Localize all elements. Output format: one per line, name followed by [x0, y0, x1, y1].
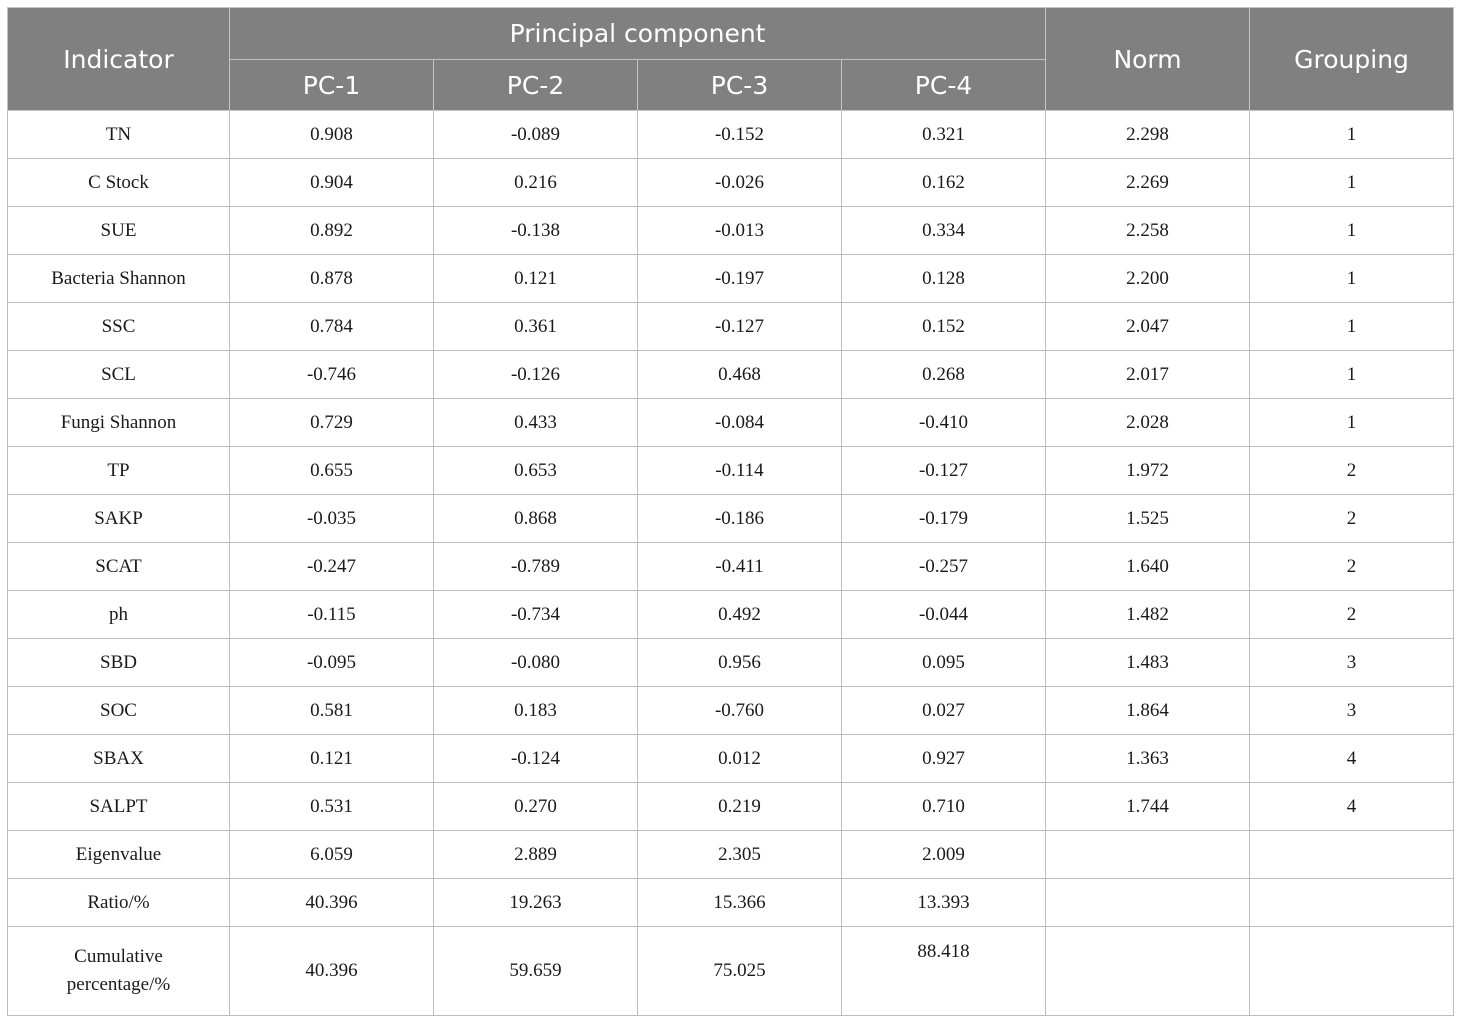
pc1-cell: -0.115 [230, 591, 434, 639]
pc2-cell: -0.126 [434, 351, 638, 399]
pc4-cell: -0.410 [842, 399, 1046, 447]
indicator-cell: SBD [8, 639, 230, 687]
indicator-cell [8, 927, 230, 1016]
pc1-cell: 0.878 [230, 255, 434, 303]
pc1-cell: 0.784 [230, 303, 434, 351]
norm-cell: 1.972 [1046, 447, 1250, 495]
pc1-cell: 0.904 [230, 159, 434, 207]
indicator-cell: Bacteria Shannon [8, 255, 230, 303]
pc2-cell: -0.089 [434, 111, 638, 159]
indicator-cell: SBAX [8, 735, 230, 783]
pc3-cell: 75.025 [638, 927, 842, 1016]
table-row [8, 255, 1454, 303]
norm-cell: 2.047 [1046, 303, 1250, 351]
pc4-cell: 13.393 [842, 879, 1046, 927]
pc2-cell: -0.080 [434, 639, 638, 687]
table-row [8, 447, 1454, 495]
header-norm: Norm [1046, 8, 1250, 111]
pc2-cell: 0.433 [434, 399, 638, 447]
pc4-cell: -0.179 [842, 495, 1046, 543]
pc3-cell: 0.956 [638, 639, 842, 687]
indicator-cell: SCAT [8, 543, 230, 591]
table-body [8, 111, 1454, 1016]
grouping-cell: 1 [1250, 159, 1454, 207]
pc4-cell: 88.418 [842, 927, 1046, 1016]
pc3-cell: -0.127 [638, 303, 842, 351]
pc4-cell: 0.927 [842, 735, 1046, 783]
grouping-cell: 2 [1250, 591, 1454, 639]
indicator-cell: SUE [8, 207, 230, 255]
pc3-cell: -0.114 [638, 447, 842, 495]
table-row [8, 687, 1454, 735]
norm-cell: 1.640 [1046, 543, 1250, 591]
indicator-cell: TP [8, 447, 230, 495]
grouping-cell: 4 [1250, 735, 1454, 783]
norm-cell [1046, 879, 1250, 927]
norm-cell: 2.200 [1046, 255, 1250, 303]
table-row [8, 495, 1454, 543]
pc1-cell: 40.396 [230, 879, 434, 927]
table-row [8, 879, 1454, 927]
pc1-cell: -0.247 [230, 543, 434, 591]
pc4-cell: 0.128 [842, 255, 1046, 303]
pc3-cell: 0.468 [638, 351, 842, 399]
grouping-cell [1250, 927, 1454, 1016]
pc3-cell: -0.084 [638, 399, 842, 447]
indicator-cell: Eigenvalue [8, 831, 230, 879]
indicator-cell: SOC [8, 687, 230, 735]
pc4-cell: -0.127 [842, 447, 1046, 495]
pc4-cell: -0.257 [842, 543, 1046, 591]
grouping-cell [1250, 879, 1454, 927]
pc2-cell: -0.124 [434, 735, 638, 783]
table-row [8, 351, 1454, 399]
norm-cell [1046, 927, 1250, 1016]
norm-cell: 1.525 [1046, 495, 1250, 543]
pc3-cell: -0.013 [638, 207, 842, 255]
table-row [8, 927, 1454, 1016]
indicator-label-line: percentage/% [66, 974, 171, 995]
pc2-cell: 0.653 [434, 447, 638, 495]
table-row [8, 543, 1454, 591]
table-row [8, 735, 1454, 783]
pc3-cell: -0.411 [638, 543, 842, 591]
norm-cell: 2.298 [1046, 111, 1250, 159]
indicator-cell: SALPT [8, 783, 230, 831]
header-pc-1: PC-1 [230, 60, 434, 111]
norm-cell: 2.269 [1046, 159, 1250, 207]
header-pc-3: PC-3 [638, 60, 842, 111]
pc4-cell: 0.152 [842, 303, 1046, 351]
indicator-cell: SAKP [8, 495, 230, 543]
indicator-cell: Ratio/% [8, 879, 230, 927]
pc1-cell: 0.531 [230, 783, 434, 831]
norm-cell: 1.363 [1046, 735, 1250, 783]
pc1-cell: 40.396 [230, 927, 434, 1016]
pc1-cell: 0.121 [230, 735, 434, 783]
table-row [8, 303, 1454, 351]
pc3-cell: -0.186 [638, 495, 842, 543]
table-row [8, 831, 1454, 879]
pc4-cell: 0.334 [842, 207, 1046, 255]
pc1-cell: 0.729 [230, 399, 434, 447]
indicator-label-line: Cumulative [74, 946, 163, 967]
pc2-cell: 0.121 [434, 255, 638, 303]
pc3-cell: 0.012 [638, 735, 842, 783]
table-row [8, 399, 1454, 447]
grouping-cell: 3 [1250, 687, 1454, 735]
pc3-cell: -0.760 [638, 687, 842, 735]
pc1-cell: 0.908 [230, 111, 434, 159]
pc4-cell: 0.027 [842, 687, 1046, 735]
norm-cell: 1.482 [1046, 591, 1250, 639]
indicator-cell: Fungi Shannon [8, 399, 230, 447]
grouping-cell: 1 [1250, 399, 1454, 447]
grouping-cell: 1 [1250, 111, 1454, 159]
pc2-cell: 2.889 [434, 831, 638, 879]
grouping-cell: 4 [1250, 783, 1454, 831]
header-grouping: Grouping [1250, 8, 1454, 111]
pc4-cell: -0.044 [842, 591, 1046, 639]
pc4-cell: 0.095 [842, 639, 1046, 687]
pc3-cell: 0.219 [638, 783, 842, 831]
indicator-cell: SCL [8, 351, 230, 399]
pc4-cell: 0.710 [842, 783, 1046, 831]
pca-table [7, 7, 1454, 1016]
pc4-cell: 0.268 [842, 351, 1046, 399]
header-pc-4: PC-4 [842, 60, 1046, 111]
pc3-cell: -0.026 [638, 159, 842, 207]
header-principal-component: Principal component [230, 8, 1046, 60]
pc1-cell: 0.581 [230, 687, 434, 735]
grouping-cell: 3 [1250, 639, 1454, 687]
pc1-cell: -0.095 [230, 639, 434, 687]
pc2-cell: 0.183 [434, 687, 638, 735]
table-row [8, 783, 1454, 831]
norm-cell: 1.483 [1046, 639, 1250, 687]
pc2-cell: 0.216 [434, 159, 638, 207]
table-row [8, 111, 1454, 159]
pc2-cell: 59.659 [434, 927, 638, 1016]
pc4-cell: 2.009 [842, 831, 1046, 879]
pc3-cell: 2.305 [638, 831, 842, 879]
header-indicator: Indicator [8, 8, 230, 111]
grouping-cell: 2 [1250, 543, 1454, 591]
norm-cell: 2.028 [1046, 399, 1250, 447]
pc1-cell: 0.892 [230, 207, 434, 255]
pc1-cell: 6.059 [230, 831, 434, 879]
pc2-cell: 0.361 [434, 303, 638, 351]
norm-cell [1046, 831, 1250, 879]
pc4-cell: 0.321 [842, 111, 1046, 159]
grouping-cell: 1 [1250, 303, 1454, 351]
pc2-cell: 19.263 [434, 879, 638, 927]
pc1-cell: -0.035 [230, 495, 434, 543]
grouping-cell: 1 [1250, 351, 1454, 399]
indicator-cell: ph [8, 591, 230, 639]
pc1-cell: 0.655 [230, 447, 434, 495]
pc3-cell: 0.492 [638, 591, 842, 639]
pc2-cell: 0.270 [434, 783, 638, 831]
grouping-cell: 1 [1250, 207, 1454, 255]
table-row [8, 207, 1454, 255]
pc1-cell: -0.746 [230, 351, 434, 399]
pc2-cell: 0.868 [434, 495, 638, 543]
table-row [8, 591, 1454, 639]
pc4-cell: 0.162 [842, 159, 1046, 207]
grouping-cell: 2 [1250, 447, 1454, 495]
pc2-cell: -0.789 [434, 543, 638, 591]
table-row [8, 159, 1454, 207]
norm-cell: 1.864 [1046, 687, 1250, 735]
indicator-cell: SSC [8, 303, 230, 351]
indicator-cell: C Stock [8, 159, 230, 207]
grouping-cell: 1 [1250, 255, 1454, 303]
norm-cell: 1.744 [1046, 783, 1250, 831]
table-row [8, 639, 1454, 687]
grouping-cell: 2 [1250, 495, 1454, 543]
grouping-cell [1250, 831, 1454, 879]
indicator-cell: TN [8, 111, 230, 159]
pc3-cell: -0.152 [638, 111, 842, 159]
pc2-cell: -0.138 [434, 207, 638, 255]
pc3-cell: 15.366 [638, 879, 842, 927]
norm-cell: 2.258 [1046, 207, 1250, 255]
norm-cell: 2.017 [1046, 351, 1250, 399]
pc2-cell: -0.734 [434, 591, 638, 639]
header-row-1 [8, 8, 1454, 60]
pc3-cell: -0.197 [638, 255, 842, 303]
header-pc-2: PC-2 [434, 60, 638, 111]
